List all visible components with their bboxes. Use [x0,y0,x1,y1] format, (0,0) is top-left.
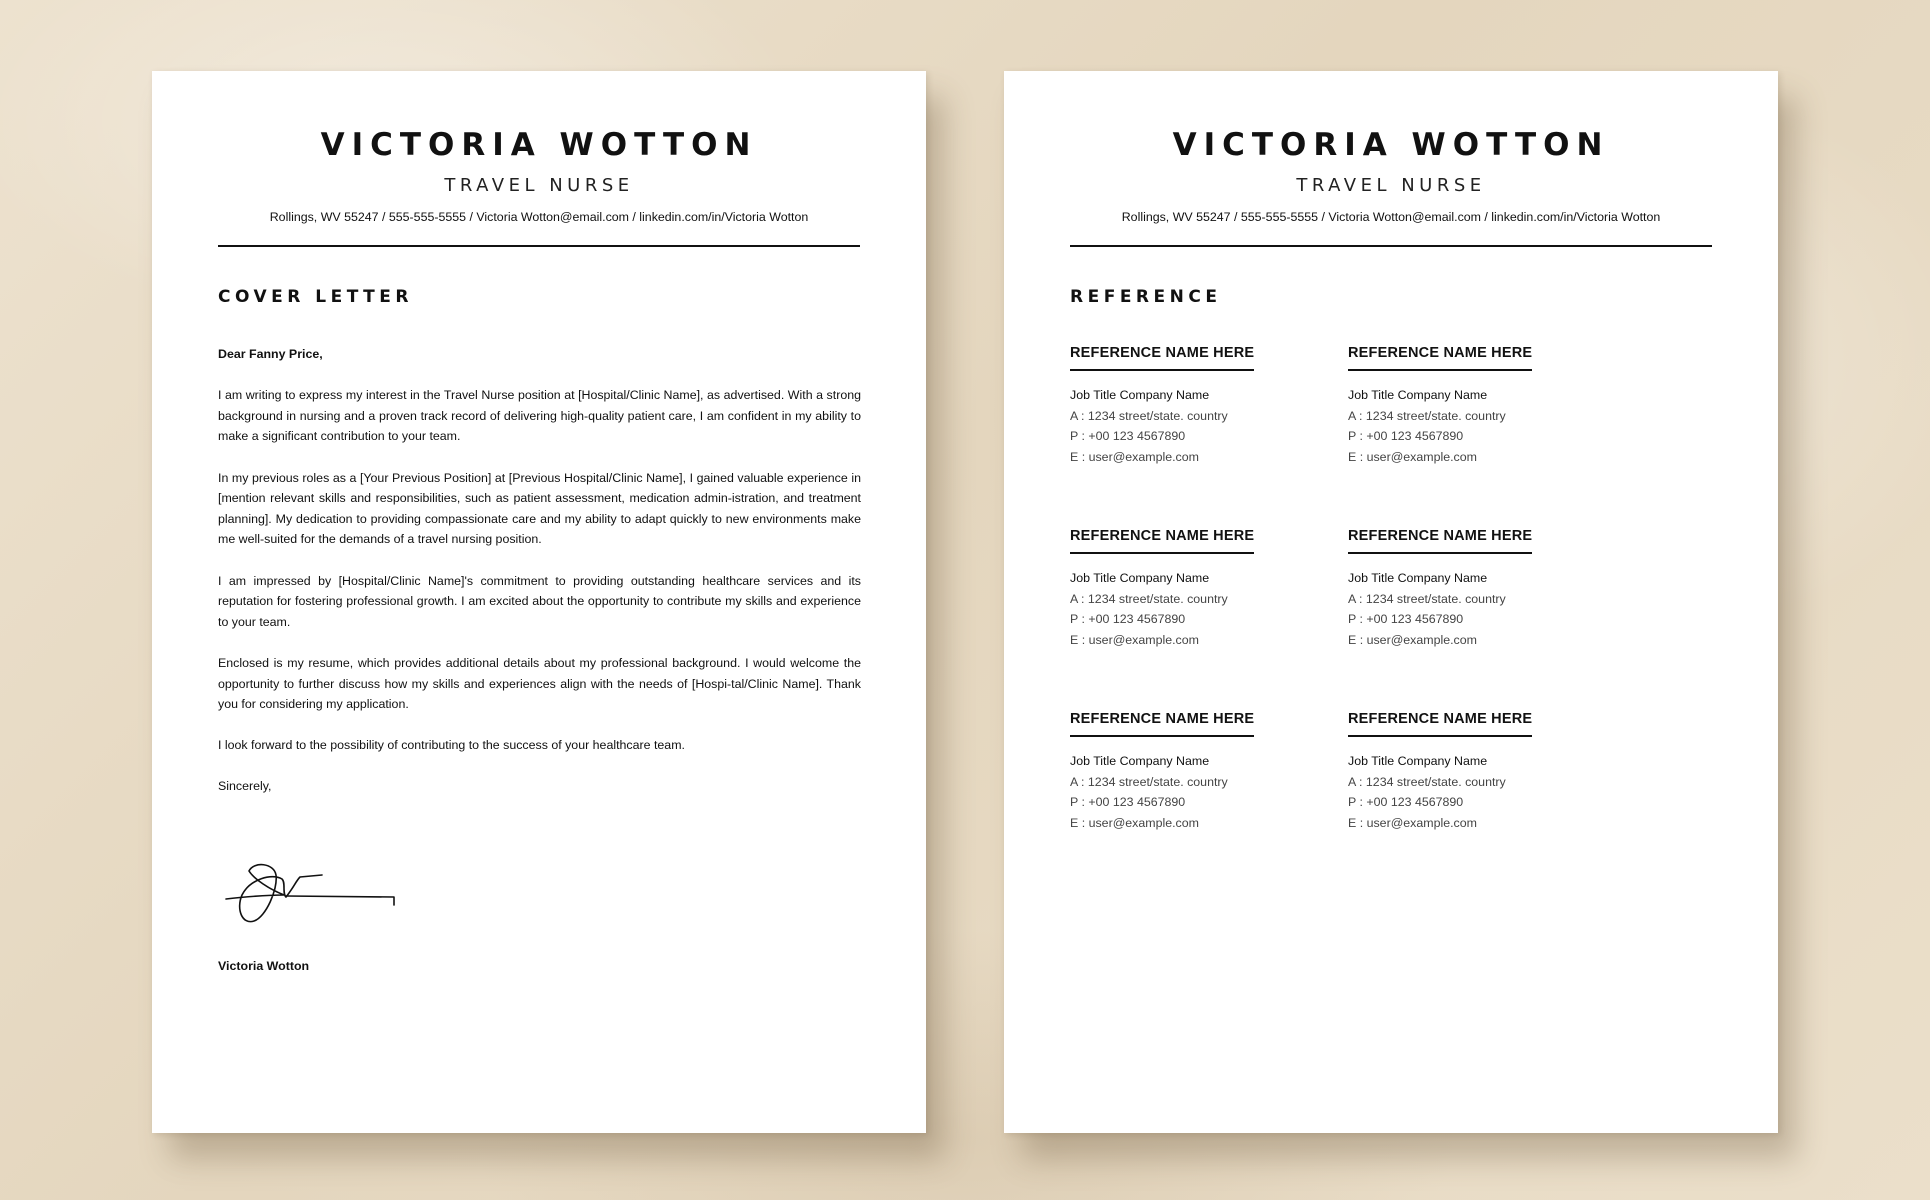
reference-address: A : 1234 street/state. country [1070,591,1228,606]
letter-paragraph: Enclosed is my resume, which provides additional details about my professional background. I would welcome the opportunity to further discuss how my skills and experiences align with the needs of [Hospi-tal/Clinic Name]. Thank you for considering my application. [218,655,861,712]
header-divider [1070,245,1712,247]
reference-name: REFERENCE NAME HERE [1070,711,1254,737]
reference-job: Job Title Company Name [1348,571,1488,585]
applicant-name: VICTORIA WOTTON [1172,127,1610,163]
reference-job: Job Title Company Name [1348,388,1488,402]
reference-address: A : 1234 street/state. country [1348,591,1506,606]
reference-email: E : user@example.com [1070,815,1199,830]
reference-phone: P : +00 123 4567890 [1348,429,1464,444]
reference-job: Job Title Company Name [1070,754,1210,768]
reference-phone: P : +00 123 4567890 [1070,429,1186,444]
handwritten-signature [224,859,396,929]
reference-email: E : user@example.com [1348,815,1477,830]
reference-card [1348,527,1548,650]
reference-name: REFERENCE NAME HERE [1070,345,1254,371]
reference-address: A : 1234 street/state. country [1348,774,1506,789]
applicant-role: TRAVEL NURSE [1296,175,1486,196]
reference-address: A : 1234 street/state. country [1070,408,1228,423]
applicant-role: TRAVEL NURSE [444,175,634,196]
letter-salutation: Dear Fanny Price, [218,347,323,361]
reference-card [1348,344,1548,467]
reference-email: E : user@example.com [1070,449,1199,464]
letter-paragraph: I look forward to the possibility of contributing to the success of your healthcare team. [218,738,685,753]
reference-phone: P : +00 123 4567890 [1070,795,1186,810]
contact-line: Rollings, WV 55247 / 555-555-5555 / Victoria Wotton@email.com / linkedin.com/in/Victoria Wotton [269,210,809,224]
reference-card [1070,527,1270,650]
reference-job: Job Title Company Name [1070,388,1210,402]
reference-card [1070,344,1270,467]
reference-phone: P : +00 123 4567890 [1348,612,1464,627]
letter-paragraph: In my previous roles as a [Your Previous Position] at [Previous Hospital/Clinic Name], I gained valuable experience in [mention relevant skills and responsibilities, such as patient assessment, medication admin-istration, and treatment planning]. My dedication to providing compassionate care and my ability to adapt quickly to new environments make me well-suited for the demands of a travel nursing position. [218,470,861,547]
letter-paragraph: I am impressed by [Hospital/Clinic Name]'s commitment to providing outstanding healthcare services and its reputation for fostering professional growth. I am excited about the opportunity to contribute my skills and experience to your team. [218,573,861,629]
reference-name: REFERENCE NAME HERE [1348,345,1532,371]
reference-email: E : user@example.com [1348,632,1477,647]
reference-address: A : 1234 street/state. country [1070,774,1228,789]
reference-phone: P : +00 123 4567890 [1070,612,1186,627]
reference-name: REFERENCE NAME HERE [1070,528,1254,554]
reference-email: E : user@example.com [1348,449,1477,464]
cover-letter-page [152,71,926,1133]
reference-card [1070,710,1270,833]
reference-phone: P : +00 123 4567890 [1348,795,1464,810]
letter-closing: Sincerely, [218,779,272,794]
reference-job: Job Title Company Name [1070,571,1210,585]
section-title-reference: REFERENCE [1070,287,1222,307]
applicant-name: VICTORIA WOTTON [320,127,758,163]
letter-body [218,344,861,797]
reference-job: Job Title Company Name [1348,754,1488,768]
reference-card [1348,710,1548,833]
reference-name: REFERENCE NAME HERE [1348,711,1532,737]
section-title-cover-letter: COVER LETTER [218,287,413,307]
reference-address: A : 1234 street/state. country [1348,408,1506,423]
reference-email: E : user@example.com [1070,632,1199,647]
reference-page [1004,71,1778,1133]
letter-paragraph: I am writing to express my interest in the Travel Nurse position at [Hospital/Clinic Name], as advertised. With a strong background in nursing and a proven track record of delivering high-quality patient care, I am confident in my ability to make a significant contribution to your team. [218,388,861,444]
contact-line: Rollings, WV 55247 / 555-555-5555 / Victoria Wotton@email.com / linkedin.com/in/Victoria Wotton [1121,210,1661,224]
header-divider [218,245,860,247]
reference-name: REFERENCE NAME HERE [1348,528,1532,554]
signer-name: Victoria Wotton [218,959,310,973]
